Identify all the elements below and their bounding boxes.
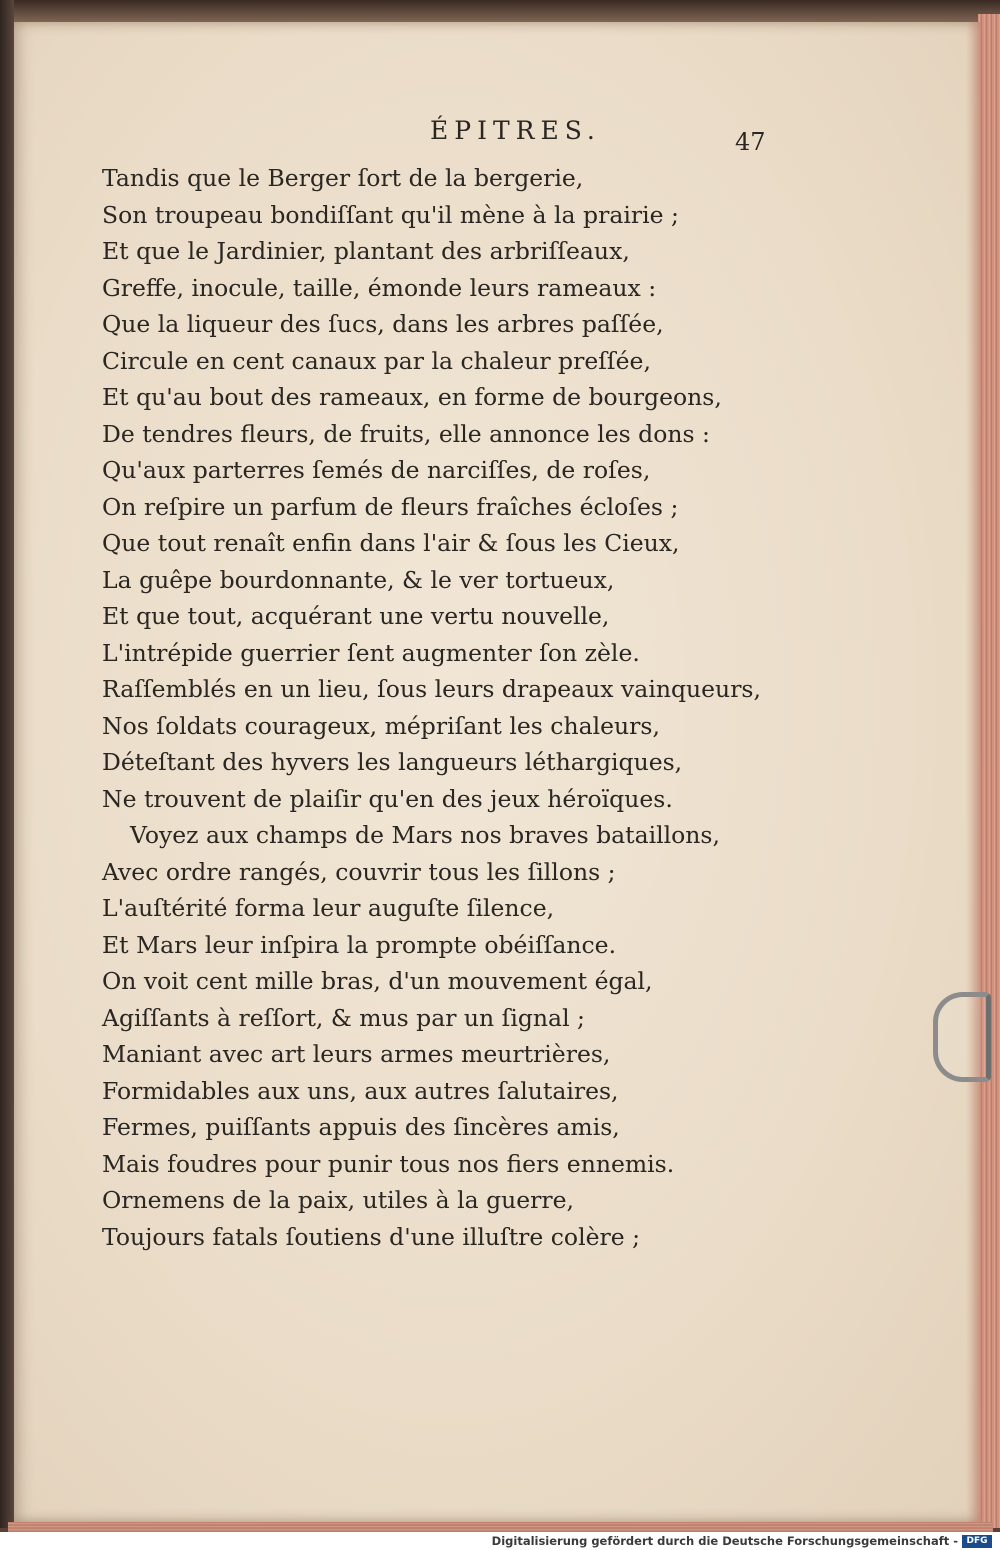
- verse-line: L'auſtérité forma leur auguſte ſilence,: [102, 894, 555, 922]
- verse-line: Agiſſants à reſſort, & mus par un ſignal ;: [102, 1003, 585, 1032]
- verse-line: Et Mars leur inſpira la prompte obéiſſance.: [102, 930, 617, 959]
- verse-line: Et qu'au bout des rameaux, en forme de bourgeons,: [102, 383, 722, 411]
- verse-line: On voit cent mille bras, d'un mouvement égal,: [102, 967, 653, 995]
- verse-line: De tendres fleurs, de fruits, elle annonce les dons :: [102, 419, 710, 448]
- dfg-logo-icon: DFG: [962, 1535, 992, 1548]
- verse-line: Et que le Jardinier, plantant des arbriſſeaux,: [102, 237, 630, 265]
- verse-line: Qu'aux parterres ſemés de narciſſes, de roſes,: [102, 456, 651, 484]
- funding-credit: Digitalisierung gefördert durch die Deutsche Forschungsgemeinschaft -: [491, 1534, 958, 1548]
- running-head: ÉPITRES.: [430, 116, 601, 145]
- verse-line: Toujours fatals ſoutiens d'une illuſtre colère ;: [102, 1222, 641, 1251]
- verse-line: Raſſemblés en un lieu, ſous leurs drapeaux vainqueurs,: [102, 675, 761, 703]
- verse-line: Que tout renaît enfin dans l'air & ſous les Cieux,: [102, 529, 680, 557]
- verse-line: Son troupeau bondiſſant qu'il mène à la prairie ;: [102, 200, 679, 229]
- verse-line: L'intrépide guerrier ſent augmenter ſon zèle.: [102, 638, 640, 667]
- verse-line: Mais foudres pour punir tous nos fiers ennemis.: [102, 1149, 675, 1178]
- verse-line: Voyez aux champs de Mars nos braves bataillons,: [130, 821, 720, 849]
- page-clip: [933, 992, 991, 1082]
- verse-line: Tandis que le Berger ſort de la bergerie,: [102, 164, 584, 192]
- verse-line: Ne trouvent de plaiſir qu'en des jeux héroïques.: [102, 784, 673, 813]
- digitization-footer: [0, 1532, 1000, 1550]
- verse-line: Ornemens de la paix, utiles à la guerre,: [102, 1186, 575, 1214]
- book-spine-edge: [0, 0, 14, 1532]
- verse-line: Que la liqueur des ſucs, dans les arbres paſſée,: [102, 310, 664, 338]
- verse-line: Greffe, inocule, taille, émonde leurs rameaux :: [102, 273, 657, 302]
- verse-line: On reſpire un parfum de fleurs fraîches écloſes ;: [102, 492, 679, 521]
- verse-line: Et que tout, acquérant une vertu nouvelle,: [102, 602, 610, 630]
- page-edges-right: [978, 14, 1000, 1532]
- verse-line: Maniant avec art leurs armes meurtrières,: [102, 1040, 611, 1068]
- page-number: 47: [735, 128, 766, 156]
- verse-line: La guêpe bourdonnante, & le ver tortueux,: [102, 565, 615, 594]
- verse-line: Avec ordre rangés, couvrir tous les ſillons ;: [102, 857, 616, 886]
- verse-line: Déteſtant des hyvers les langueurs léthargiques,: [102, 748, 683, 776]
- verse-line: Formidables aux uns, aux autres ſalutaires,: [102, 1076, 619, 1105]
- verse-line: Fermes, puiſſants appuis des ſincères amis,: [102, 1113, 620, 1141]
- verse-text-block: [102, 160, 761, 1255]
- verse-line: Nos ſoldats courageux, mépriſant les chaleurs,: [102, 711, 660, 740]
- verse-line: Circule en cent canaux par la chaleur preſſée,: [102, 346, 651, 375]
